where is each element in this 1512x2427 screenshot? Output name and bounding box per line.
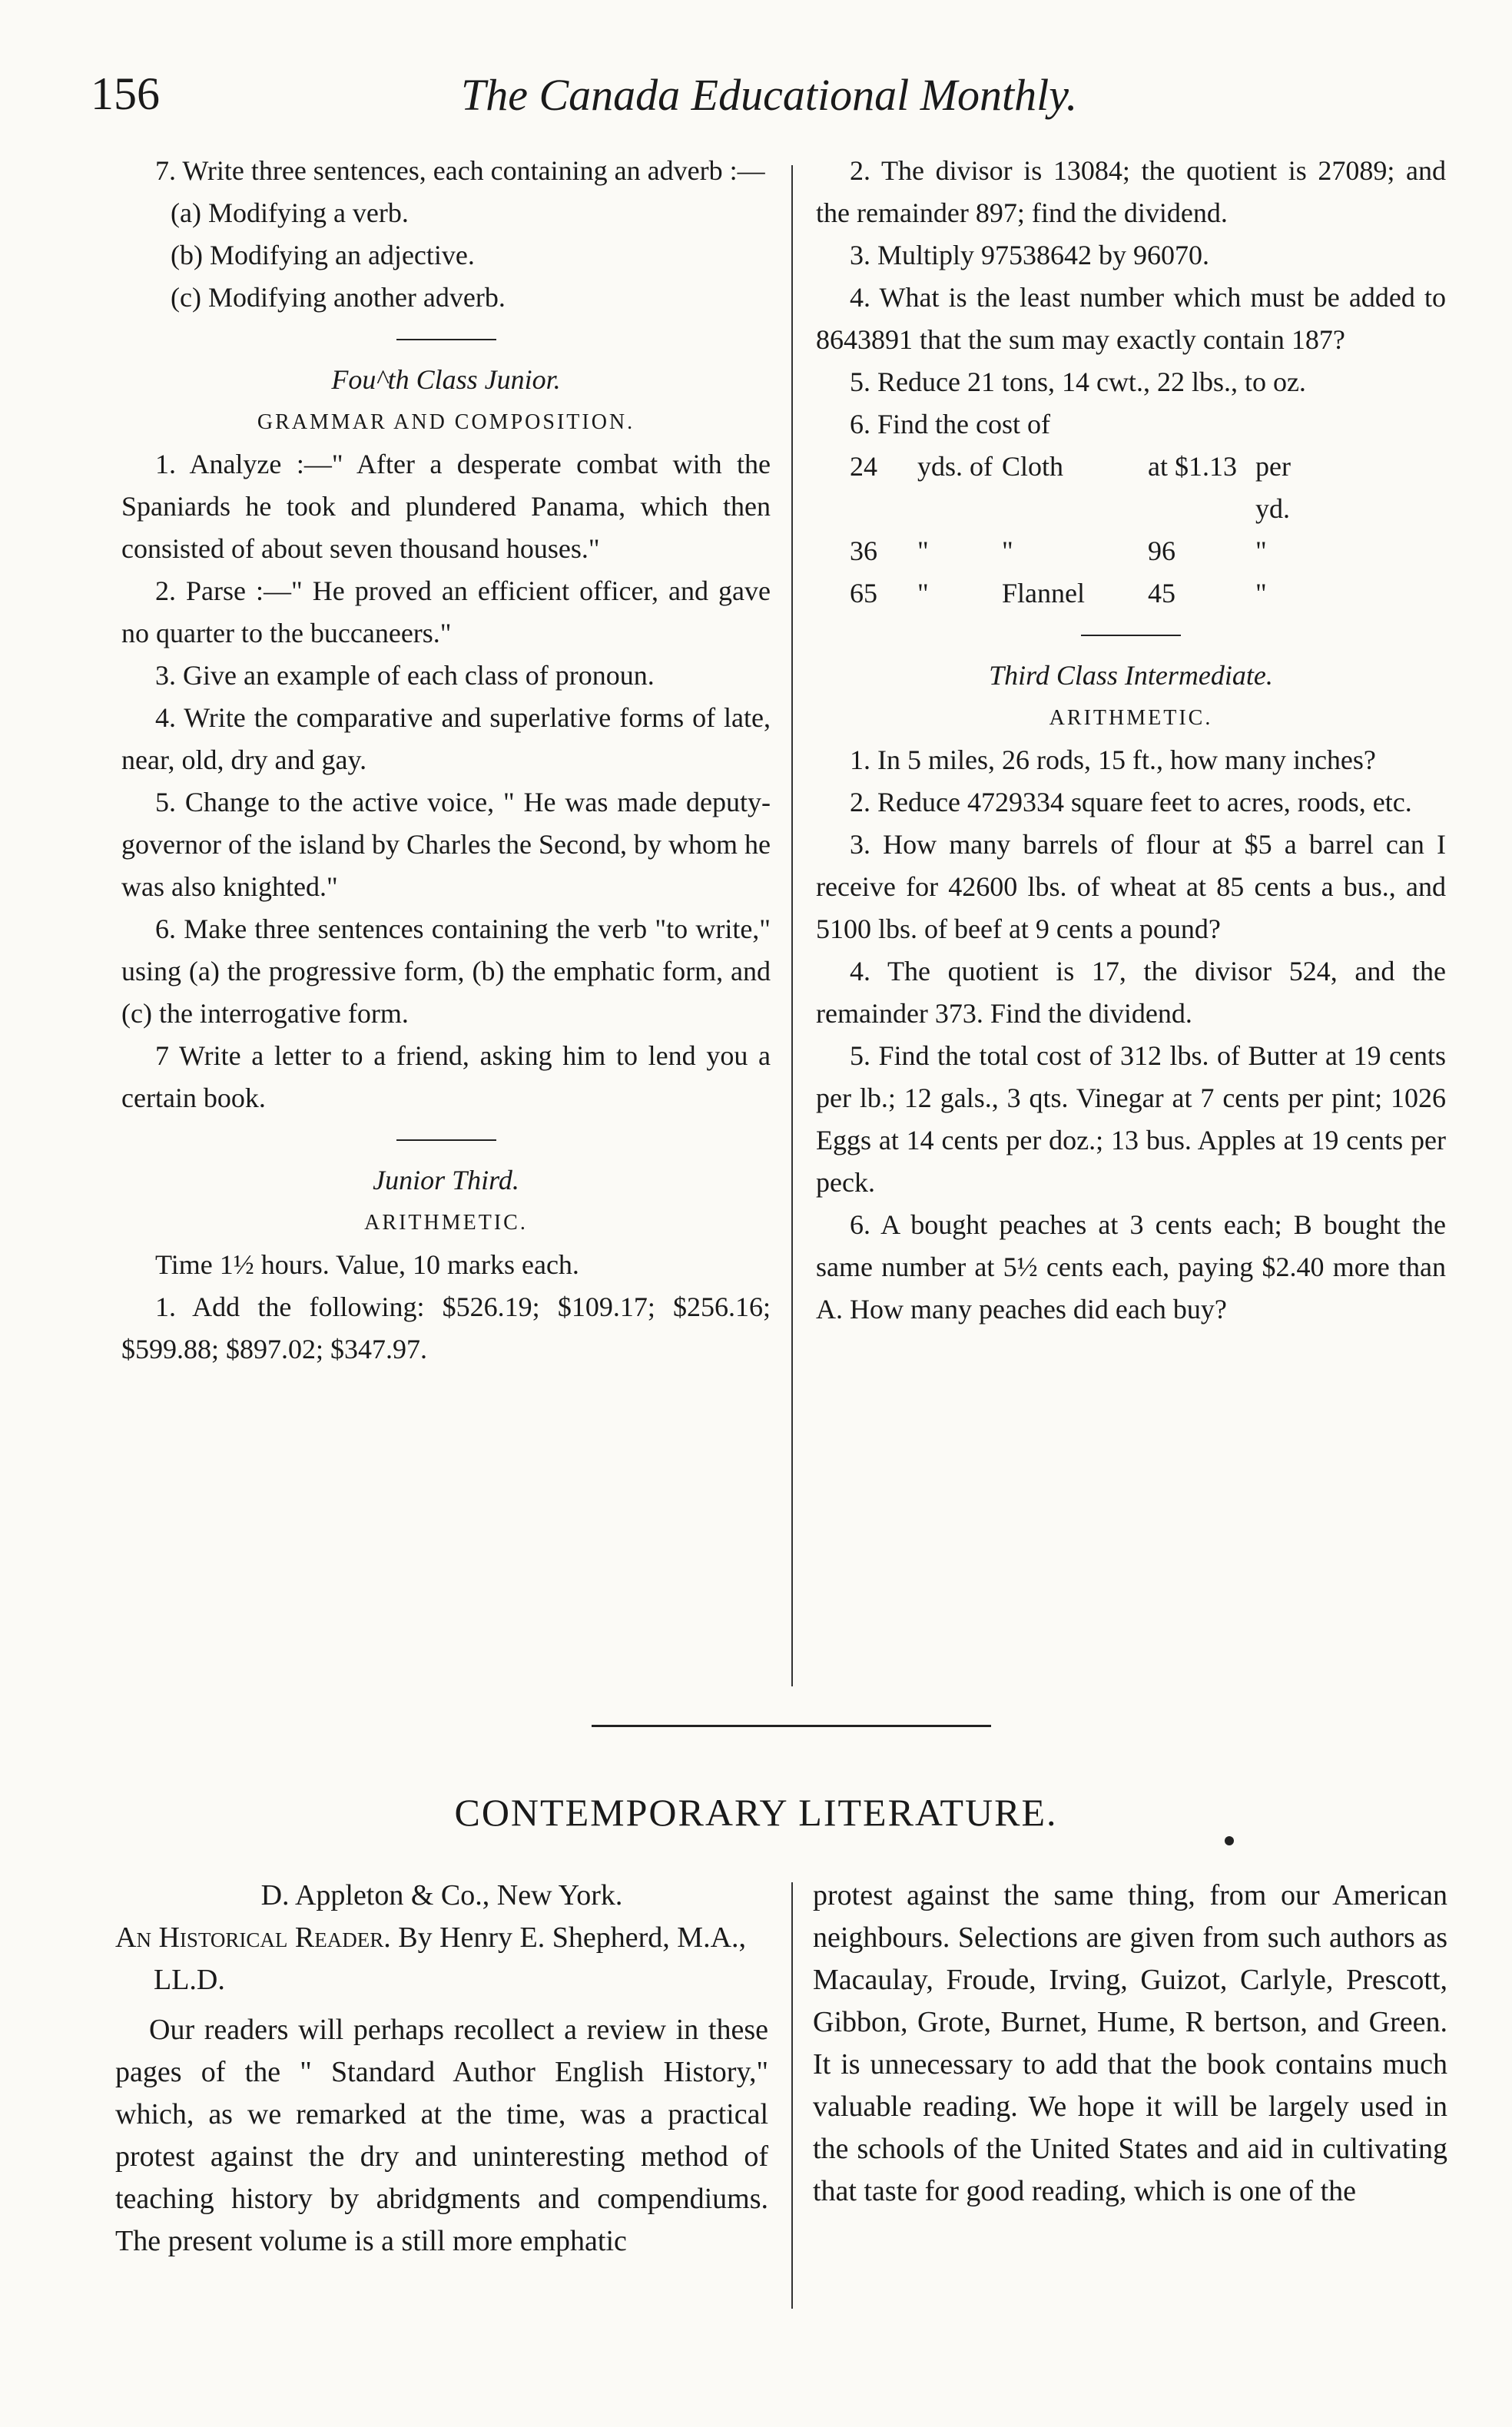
table-cell: 65 (850, 578, 877, 608)
class-heading: Third Class Intermediate. (989, 660, 1273, 691)
table-cell: per yd. (1255, 451, 1291, 524)
table-row (816, 572, 1446, 615)
short-rule (396, 339, 496, 340)
subject-heading: ARITHMETIC. (1049, 706, 1213, 730)
table-cell: 45 (1148, 578, 1175, 608)
short-rule (1081, 635, 1181, 636)
table-cell: 24 (850, 451, 877, 482)
question-item: 5. Reduce 21 tons, 14 cwt., 22 lbs., to oz. (850, 366, 1306, 397)
question-item: 5. Change to the active voice, " He was made deputy-governor of the island by Charles the Second, by whom he was also knighted." (121, 787, 771, 902)
question-item: 4. Write the comparative and superlative forms of late, near, old, dry and gay. (121, 702, 771, 775)
book-entry (115, 1917, 768, 2001)
cost-table (816, 446, 1446, 615)
ornament-dot (1225, 1836, 1234, 1845)
literature-right-column (813, 1875, 1447, 2213)
literature-left-column (115, 1875, 768, 2263)
review-text: protest against the same thing, from our American neighbours. Selections are given from such authors as Macaulay, Froude, Irving, Guizot, Carlyle, Prescott, Gibbon, Grote, Burnet, Hume, R bertson, and Green. It is unnecessary to add that the book contains much valuable reading. We hope it will be largely used in the schools of the United States and aid in cultivating that taste for good reading, which is one of the (813, 1879, 1447, 2207)
subject-heading: GRAMMAR AND COMPOSITION. (257, 410, 635, 434)
table-cell: " (1255, 578, 1267, 608)
book-title: An Historical Reader. (115, 1921, 391, 1954)
question-item: 1. Add the following: $526.19; $109.17; $256.16; $599.88; $897.02; $347.97. (121, 1291, 771, 1364)
question-item: 7. Write three sentences, each containing an adverb :— (155, 155, 765, 186)
class-heading: Fou^th Class Junior. (331, 364, 561, 395)
running-title: The Canada Educational Monthly. (461, 70, 1078, 120)
question-item: 2. Reduce 4729334 square feet to acres, roods, etc. (850, 787, 1412, 817)
column-divider (791, 1882, 793, 2309)
publisher-line: D. Appleton & Co., New York. (260, 1879, 623, 1911)
review-text: Our readers will perhaps recollect a review in these pages of the " Standard Author English History," which, as we remarked at the time, was a practical protest against the dry and uninteresting method of teaching history by abridgments and compendiums. The present volume is a still more emphatic (115, 2014, 768, 2257)
table-row (816, 530, 1446, 572)
subject-heading: ARITHMETIC. (364, 1211, 528, 1235)
table-cell: 96 (1148, 535, 1175, 566)
sub-item: (b) Modifying an adjective. (171, 240, 475, 270)
sub-item: (c) Modifying another adverb. (171, 282, 506, 313)
table-cell: " (917, 578, 929, 608)
question-item: 3. Give an example of each class of pronoun. (155, 660, 655, 691)
question-item: 5. Find the total cost of 312 lbs. of Butter at 19 cents per lb.; 12 gals., 3 qts. Vinegar at 7 cents per pint; 1026 Eggs at 14 cents per doz.; 13 bus. Apples at 19 cents per peck. (816, 1040, 1446, 1198)
question-item: 4. The quotient is 17, the divisor 524, and the remainder 373. Find the dividend. (816, 956, 1446, 1029)
section-title: CONTEMPORARY LITERATURE. (454, 1791, 1058, 1834)
question-item: 2. Parse :—" He proved an efficient officer, and gave no quarter to the buccaneers." (121, 575, 771, 648)
section-rule (592, 1725, 991, 1727)
table-cell: yds. of (917, 451, 993, 482)
table-cell: " (1002, 535, 1013, 566)
question-item: 3. How many barrels of flour at $5 a barrel can I receive for 42600 lbs. of wheat at 85 cents a bus., and 5100 lbs. of beef at 9 cents a pound? (816, 829, 1446, 944)
table-cell: " (917, 535, 929, 566)
short-rule (396, 1139, 496, 1141)
question-item: 1. In 5 miles, 26 rods, 15 ft., how many inches? (850, 744, 1376, 775)
table-cell: " (1255, 535, 1267, 566)
question-item: Time 1½ hours. Value, 10 marks each. (155, 1249, 579, 1280)
question-item: 1. Analyze :—" After a desperate combat with the Spaniards he took and plundered Panama, which then consisted of about seven thousand houses." (121, 449, 771, 564)
table-cell: at $1.13 (1148, 451, 1237, 482)
question-item: 6. A bought peaches at 3 cents each; B bought the same number at 5½ cents each, paying $2.40 more than A. How many peaches did each buy? (816, 1209, 1446, 1325)
sub-item: (a) Modifying a verb. (171, 197, 409, 228)
question-item: 4. What is the least number which must be added to 8643891 that the sum may exactly contain 187? (816, 282, 1446, 355)
right-column (816, 150, 1446, 1331)
table-cell: Cloth (1002, 451, 1064, 482)
question-item: 6. Make three sentences containing the verb "to write," using (a) the progressive form, (b) the emphatic form, and (c) the interrogative form. (121, 913, 771, 1029)
table-row (816, 446, 1446, 530)
left-column (121, 150, 771, 1371)
book-author: By Henry E. Shepherd, M.A., LL.D. (154, 1921, 747, 1996)
column-divider (791, 165, 793, 1686)
question-item: 7 Write a letter to a friend, asking him to lend you a certain book. (121, 1040, 771, 1113)
table-cell: 36 (850, 535, 877, 566)
page-number: 156 (91, 68, 160, 119)
question-item: 3. Multiply 97538642 by 96070. (850, 240, 1210, 270)
class-heading: Junior Third. (373, 1165, 519, 1195)
question-item: 2. The divisor is 13084; the quotient is 27089; and the remainder 897; find the dividend. (816, 155, 1446, 228)
table-cell: Flannel (1002, 578, 1085, 608)
question-item: 6. Find the cost of (850, 409, 1050, 439)
